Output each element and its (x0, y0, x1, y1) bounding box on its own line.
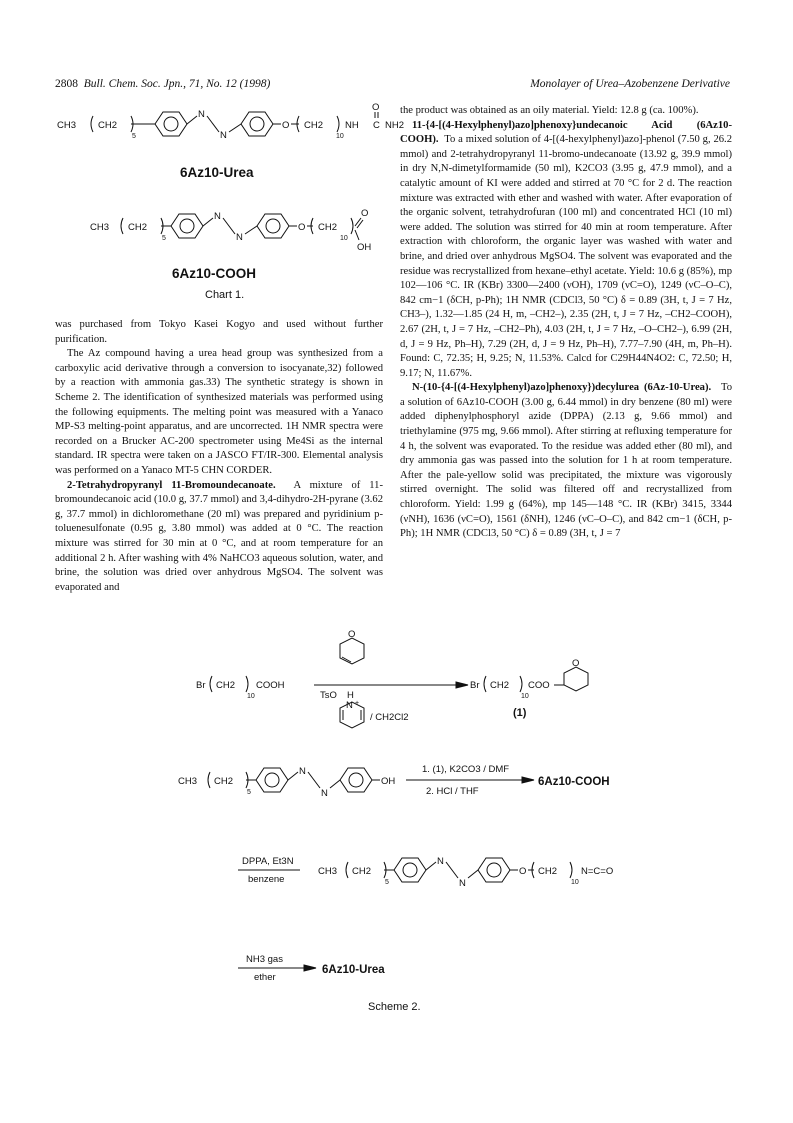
scheme-tso: TsO (320, 690, 337, 701)
scheme-2-caption: Scheme 2. (368, 1001, 421, 1013)
compound-name-urea: 6Az10-Urea (180, 165, 254, 180)
scheme-n-a: N (299, 766, 306, 777)
scheme-ch2-1: CH2 (216, 680, 236, 691)
cooh-n1: N (214, 211, 221, 222)
scheme-isocyanate: N=C=O (581, 866, 614, 877)
scheme-sub5-2: 5 (385, 879, 389, 886)
scheme-coo: COO (528, 680, 550, 691)
urea-ch3: CH3 (57, 120, 77, 131)
chart-1-caption: Chart 1. (205, 289, 245, 301)
urea-ch2: CH2 (98, 120, 118, 131)
section-heading-6az10-cooh: 11-{4-[(4-Hexylphenyl)azo]phenoxy}undecanoic Acid (6Az10-COOH). (400, 119, 732, 146)
scheme-row-3-labels (242, 856, 613, 889)
scheme-n-d: N (459, 878, 466, 889)
left-paragraph-2: The Az compound having a urea head group was synthesized from a carboxylic acid derivative through a conversion to isocyanate,32) followed by a reaction with ammonia gas.33) The synthetic strategy is shown in Scheme 2. The identification of synthesized materials was performed using the following equipments. The melting point was measured with a Yanaco MP-S3 melting-point apparatus, and are uncorrected. 1H NMR spectra were recorded on a Brucker AC-200 spectrometer using Me4Si as the internal standard. IR spectra were taken on a JASCO FT/IR-300. Elemental analysis was performed on a Yanaco MT-5 CHN CORDER. (55, 348, 383, 476)
urea-ch2b: CH2 (304, 120, 324, 131)
page-number-and-journal: 2808 Bull. Chem. Soc. Jpn., 71, No. 12 (1998) (55, 78, 271, 90)
cooh-ch2b: CH2 (318, 222, 338, 233)
urea-n1: N (198, 109, 205, 120)
urea-c: C (373, 120, 380, 131)
scheme-ch2-5: CH2 (538, 866, 558, 877)
chart-1-structures (55, 100, 405, 310)
scheme-n-c: N (437, 856, 444, 867)
product-6az10-cooh: 6Az10-COOH (538, 776, 610, 788)
cooh-ch2: CH2 (128, 222, 148, 233)
urea-labels (57, 102, 404, 141)
cooh-n2: N (236, 232, 243, 243)
scheme-row-2-labels (178, 764, 610, 799)
scheme-dhp-o: O (348, 629, 356, 640)
right-column (400, 104, 732, 542)
cooh-oh: OH (357, 242, 372, 253)
scheme-row-4 (238, 965, 316, 971)
scheme-ch2-2: CH2 (490, 680, 510, 691)
scheme-row-1-labels (196, 629, 579, 723)
scheme-thp-o: O (572, 658, 580, 669)
urea-sub10: 10 (336, 133, 344, 140)
scheme-benzene: benzene (248, 874, 285, 885)
scheme-pyr-n: N (346, 700, 353, 711)
running-title: Monolayer of Urea–Azobenzene Derivative (530, 78, 730, 90)
right-paragraph-2 (400, 119, 732, 382)
right-paragraph-2-body: To a mixed solution of 4-[(4-hexylphenyl)azo]-phenol (7.50 g, 26.2 mmol) and 2-tetrahydropyranyl 11-bromo-undecanoate (13.92 g, 39.9 mmol) in dry N,N-dimetylformamide (50 ml), K2CO3 (3.95 g, 47.9 mmol), and a catalytic amount of KI were added and stirred at 70 °C for 2 d. The reaction mixture was extracted with ether and washed with water. After evaporation of the organic solvent, tetrahydrofuran (100 ml) and concentrated HCl (10 ml) were added. The solution was stirred for 40 min at room temperature. After extraction with chloroform, the organic layer was washed with water and brine, and dried over anhydrous MgSO4. The solvent was evaporated and the residue was recrystallized from hexane–ethyl acetate. Yield: 10.6 g (85%), mp 102—106 °C. IR (KBr) 3300—2400 (νOH), 1709 (νC=O), 1249 (νC–O–C), 842 cm−1 (δCH, p-Ph); 1H NMR (CDCl3, 50 °C) δ = 0.89 (3H, t, J = 7 Hz, CH3–), 1.32—1.85 (24 H, m, –CH2–), 2.35 (2H, t, J = 7 Hz, –CH2–COOH), 2.67 (2H, t, J = 7 Hz, –CH2–Ph), 4.03 (2H, t, J = 7 Hz, –O–CH2–), 6.99 (2H, d, J = 9 Hz, Ph–H), 7.29 (2H, d, J = 9 Hz, Ph–H), 7.77–7.90 (4H, m, Ph–H). Found: C, 72.35; H, 9.25; N, 11.53%. Calcd for C29H44N4O2: C, 72.50; H, 9.17; N, 11.67%. (400, 134, 732, 379)
urea-o-carbonyl: O (372, 102, 380, 113)
scheme-o-3: O (519, 866, 527, 877)
scheme-n-b: N (321, 788, 328, 799)
scheme-ch2-3: CH2 (214, 776, 234, 787)
product-1-label: (1) (513, 707, 527, 719)
scheme-dppa: DPPA, Et3N (242, 856, 294, 867)
cooh-o-ether: O (298, 222, 306, 233)
scheme-oh: OH (381, 776, 396, 787)
left-column (55, 318, 383, 595)
scheme-solvent1: / CH2Cl2 (370, 712, 409, 723)
scheme-br: Br (196, 680, 206, 691)
cooh-ch3: CH3 (90, 222, 110, 233)
urea-nh2: NH2 (385, 120, 405, 131)
section-heading-6az10-urea: N-(10-{4-[(4-Hexylphenyl)azo]phenoxy})decylurea (6Az-10-Urea). (412, 382, 712, 394)
cooh-sub5: 5 (162, 235, 166, 242)
urea-o-ether: O (282, 120, 290, 131)
urea-nh: NH (345, 120, 359, 131)
product-6az10-urea: 6Az10-Urea (322, 964, 385, 976)
scheme-br-2: Br (470, 680, 480, 691)
right-paragraph-3-body: To a solution of 6Az10-COOH (3.00 g, 6.44 mmol) in dry benzene (80 ml) were added diphenylphosphoryl azide (DPPA) (2.13 g, 9.66 mmol) and triethylamine (975 mg, 9.66 mmol). After stirring at refluxing temperature for 4 h, the solvent was evaporated. To the residue was added ether (80 ml), and dry ammonia gas was passed into the solution for 1 h at room temperature. After the pale-yellow solid was precipitated, the mixture was vigorously stirred overnight. The solid was filtered off and recrystallized from chloroform. Yield: 1.99 g (64%), mp 145—148 °C. IR (KBr) 3415, 3344 (νNH), 1636 (νC=O), 1561 (δNH), 1246 (νC–O–C), and 842 cm−1 (δCH, p-Ph); 1H NMR (CDCl3, 50 °C) δ = 0.89 (3H, t, J = 7 (400, 382, 732, 540)
running-header (55, 78, 730, 94)
cooh-o-carbonyl: O (361, 208, 369, 219)
left-paragraph-3-body: A mixture of 11-bromoundecanoic acid (10.0 g, 37.7 mmol) and 3,4-dihydro-2H-pyrane (3.62 g, 37.7 mmol) in dichloromethane (20 ml) was prepared and pyridinium p-toluenesulfonate (0.95 g, 3.80 mmol) was added at 0 °C. The reaction mixture was stirred for 30 min at 0 °C, and at room temperature for an additional 2 h. After washing with 4% NaHCO3 aqueous solution, water, and brine, the solution was dried over anhydrous MgSO4. The solvent was evaporated and (55, 479, 383, 593)
urea-sub5: 5 (132, 133, 136, 140)
step-2-line-2: 2. HCl / THF (426, 786, 479, 797)
scheme-sub5-1: 5 (247, 789, 251, 796)
scheme-ch2-4: CH2 (352, 866, 372, 877)
scheme-tso-h: H (347, 690, 354, 701)
right-paragraph-1: the product was obtained as an oily material. Yield: 12.8 g (ca. 100%). (400, 105, 699, 116)
compound-name-cooh: 6Az10-COOH (172, 266, 257, 281)
step-2-line-1: 1. (1), K2CO3 / DMF (422, 764, 510, 775)
right-paragraph-3 (400, 381, 732, 542)
left-paragraph-1: was purchased from Tokyo Kasei Kogyo and used without further purification. (55, 319, 383, 345)
scheme-ch3-3: CH3 (318, 866, 338, 877)
scheme-nh3: NH3 gas (246, 954, 283, 965)
left-paragraph-3 (55, 479, 383, 596)
scheme-2 (178, 629, 630, 1025)
scheme-sub10-3: 10 (571, 879, 579, 886)
section-heading-thp-ester: 2-Tetrahydropyranyl 11-Bromoundecanoate. (67, 479, 276, 491)
scheme-ether: ether (254, 972, 276, 983)
urea-n2: N (220, 130, 227, 141)
scheme-pyr-plus: + (355, 700, 360, 707)
scheme-sub10-1: 10 (247, 693, 255, 700)
cooh-sub10: 10 (340, 235, 348, 242)
scheme-ch3-2: CH3 (178, 776, 198, 787)
scheme-sub10-2: 10 (521, 693, 529, 700)
cooh-labels (90, 208, 371, 253)
scheme-cooh: COOH (256, 680, 285, 691)
